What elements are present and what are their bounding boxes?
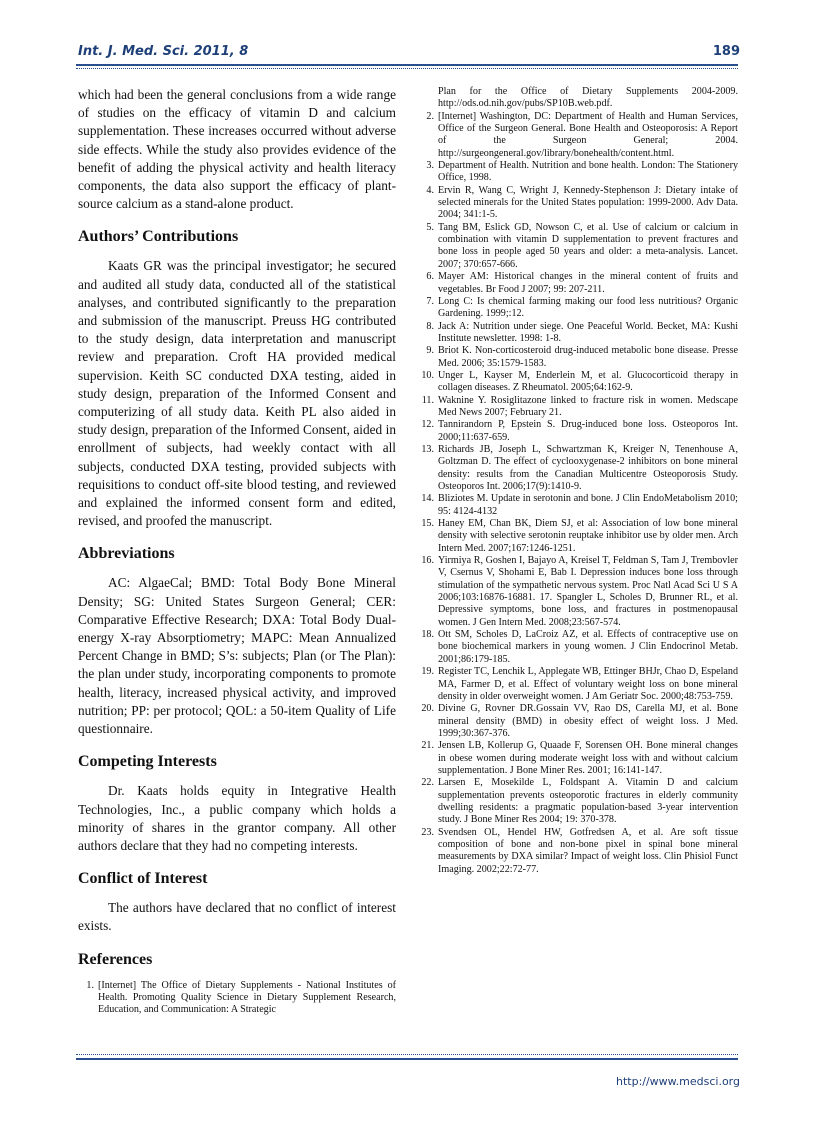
reference-item [418,111,738,160]
reference-list [418,86,738,876]
page-number: 189 [712,44,740,59]
reference-number: 3. [426,160,434,172]
reference-item [418,493,738,518]
reference-text: Svendsen OL, Hendel HW, Gotfredsen A, et al. Are soft tissue composition of bone and non-bone pixel in spinal bone mineral measurements by DXA similar? Impact of weight loss. Clin Phisiol Funct Imaging. 2002;22:72-77. [438,826,738,875]
reference-number: 12. [421,419,434,431]
reference-item [418,444,738,493]
reference-item [418,370,738,395]
conflict-heading: Conflict of Interest [78,870,208,888]
reference-number: 18. [421,629,434,641]
reference-item [418,395,738,420]
intro-paragraph: which had been the general conclusions from a wide range of studies on the efficacy of vitamin D and calcium supplementation. These increases occurred without adverse side effects. While the study also provides evidence of the benefit of adding the physical activity and health literacy components, the data also support the efficacy of plant-source calcium as a stand-alone product. [78,87,396,212]
reference-item [418,160,738,185]
reference-item [418,271,738,296]
reference-text: Divine G, Rovner DR.Gossain VV, Rao DS, Carella MJ, et al. Bone mineral density (BMD) in obesity effect of weight loss. J Med. 1999;30:367-376. [438,703,738,739]
reference-number: 23. [421,826,434,838]
reference-text: Ott SM, Scholes D, LaCroiz AZ, et al. Effects of contraceptive use on bone biochemical markers in young women. J Clin Endocrinol Metab. 2001;86:179-185. [438,629,738,665]
reference-text: Richards JB, Joseph L, Schwartzman K, Kreiger N, Tenenhouse A, Goltzman D. The effect of cyclooxygenase-2 inhibitors on bone mineral density: results from the Canadian Multicentre Osteoporosis Study. Osteoporos Int. 2006;17(9):1410-9. [438,443,738,492]
reference-number: 15. [421,518,434,530]
reference-item [418,629,738,666]
reference-number: 13. [421,443,434,455]
reference-item [418,703,738,740]
reference-text: Ervin R, Wang C, Wright J, Kennedy-Stephenson J: Dietary intake of selected minerals for the United States population: 1999-2000. Adv Data. 2004; 341:1-5. [438,184,738,221]
footer-rule [76,1058,738,1060]
reference-number: 16. [421,555,434,567]
header-rule-dotted [76,68,738,70]
footer-link[interactable]: http://www.medsci.org [615,1075,740,1088]
reference-number: 22. [421,777,434,789]
contributions-heading: Authors’ Contributions [78,228,239,246]
reference-number: 4. [426,184,434,196]
reference-text: Jack A: Nutrition under siege. One Peaceful World. Becket, MA: Kushi Institute newsletter. 1998: 1-8. [438,320,738,344]
reference-text: Unger L, Kayser M, Enderlein M, et al. Glucocorticoid therapy in collagen diseases. Z Rheumatol. 2005;64:162-9. [438,369,738,394]
reference-item [418,296,738,321]
reference-text: Jensen LB, Kollerup G, Quaade F, Sorensen OH. Bone mineral changes in obese women during moderate weight loss with and without calcium supplementation. J Bone Miner Res. 2001; 16:141-147. [438,740,738,776]
reference-item [418,222,738,271]
header-rule [76,64,738,66]
competing-heading: Competing Interests [78,753,217,771]
reference-item [418,555,738,629]
conflict-paragraph: The authors have declared that no conflict of interest exists. [78,900,396,934]
reference-text: Department of Health. Nutrition and bone health. London: The Stationery Office, 1998. [438,160,738,184]
reference-number: 11. [421,394,434,406]
reference-text: Waknine Y. Rosiglitazone linked to fracture risk in women. Medscape Med News 2007; February 21. [438,394,738,418]
reference-item [418,777,738,826]
reference-item [418,827,738,876]
reference-text: Long C: Is chemical farming making our food less nutritious? Organic Gardening. 1999;:12. [438,295,738,320]
reference-text: Tang BM, Eslick GD, Nowson C, et al. Use of calcium or calcium in combination with vitamin D supplementation to prevent fractures and bone loss in people aged 50 years and older: a meta-analysis. Lancet. 2007; 370:657-666. [438,221,738,270]
reference-text: [Internet] Washington, DC: Department of Health and Human Services, Office of the Surgeon General. Bone Health and Osteoporosis: A Report of the Surgeon General; 2004. http://surgeongeneral.gov/library/bonehealth/content.html. [438,110,738,159]
reference-text: Larsen E, Mosekilde L, Foldspant A. Vitamin D and calcium supplementation prevents osteoporotic fractures in elderly community dwelling residents: a pragmatic population-based 3-year intervention study. J Bone Miner Res 2004; 19: 370-378. [438,777,738,826]
footer-rule-dotted [76,1054,738,1056]
reference-item [78,980,396,1017]
contributions-paragraph: Kaats GR was the principal investigator; he secured and audited all study data, conducted all of the statistical analyses, and contributed significantly to the preparation and submission of the manuscript. Preuss HG contributed to the study design, data interpretation and manuscript review and preparation. Croft HA provided medical supervision. Keith SC conducted DXA testing, aided in study design, preparation of the Informed Consent and computerizing of all study data. Keith PL also aided in study design, preparation of the Informed Consent, aided in enrollment of subjects, had weekly contact with all subjects, conducted DXA testing, provided subjects with requisitions to conduct off-site blood testing, and reviewed and explained the informed consent form and edited, revised, and proofed the manuscript. [78,258,396,529]
reference-number: 5. [426,221,434,233]
reference-item [418,321,738,346]
reference-number: 20. [421,703,434,715]
reference-number: 1. [86,979,94,991]
reference-text: Briot K. Non-corticosteroid drug-induced metabolic bone disease. Presse Med. 2006; 35:1579-1583. [438,345,738,369]
reference-text: Mayer AM: Historical changes in the mineral content of fruits and vegetables. Br Food J 2007; 99: 207-211. [438,271,738,295]
reference-item [418,86,738,111]
reference-text: Bliziotes M. Update in serotonin and bone. J Clin EndoMetabolism 2010; 95: 4124-4132 [438,493,738,517]
reference-item [418,185,738,222]
reference-number: 9. [426,345,434,357]
abbreviations-paragraph: AC: AlgaeCal; BMD: Total Body Bone Mineral Density; SG: United States Surgeon General; CER: Comparative Effective Research; DXA: Total Body Dual-energy X-ray Absorptiometry; MAPC: Mean Annualized Percent Change in BMD; S’s: subjects; Plan (or The Plan): the plan under study, incorporating components to promote health, literacy, increased physical activity, and improved nutrition; PP: per protocol; QOL: a 50-item Quality of Life questionnaire. [78,575,396,737]
reference-number: 19. [421,666,434,678]
reference-number: 14. [421,493,434,505]
references-heading: References [78,950,153,968]
reference-item [418,345,738,370]
reference-text: Plan for the Office of Dietary Supplements 2004-2009. http://ods.od.nih.gov/pubs/SP10B.web.pdf. [438,86,738,110]
reference-text: Haney EM, Chan BK, Diem SJ, et al: Association of low bone mineral density with selective serotonin reuptake inhibitor use by older men. Arch Intern Med. 2007;167:1246-1251. [438,518,738,554]
reference-number: 7. [426,295,434,307]
reference-number: 8. [426,320,434,332]
reference-text: Register TC, Lenchik L, Applegate WB, Ettinger BHJr, Chao D, Espeland MA, Farmer D, et al. Effect of voluntary weight loss on bone mineral density in older overweight women. J Am Geriatr Soc. 2000;48:753-759. [438,666,738,702]
journal-title: Int. J. Med. Sci. 2011, 8 [78,44,249,59]
reference-number: 6. [426,271,434,283]
reference-item [418,740,738,777]
reference-item [418,419,738,444]
competing-paragraph: Dr. Kaats holds equity in Integrative Health Technologies, Inc., a public company which holds a minority of shares in the grantor company. All other authors declare that they had no competing interests. [78,783,396,853]
reference-number: 10. [421,369,434,381]
reference-text: Tannirandorn P, Epstein S. Drug-induced bone loss. Osteoporos Int. 2000;11:637-659. [438,419,738,443]
reference-item [418,666,738,703]
reference-item [418,518,738,555]
reference-text: [Internet] The Office of Dietary Supplements - National Institutes of Health. Promoting Quality Science in Dietary Supplement Research, Education, and Communication: A Strategic [98,979,396,1016]
left-column [78,86,396,1017]
reference-number: 2. [426,110,434,122]
abbreviations-heading: Abbreviations [78,545,175,563]
reference-number: 21. [421,740,434,752]
reference-text: Yirmiya R, Goshen I, Bajayo A, Kreisel T, Feldman S, Tam J, Trembovler V, Csernus V, Shohami E, Bab I. Depression induces bone loss through stimulation of the sympathetic nervous system. Proc Natl Acad Sci U S A 2006;103:16876-16881. 17. Spangler L, Scholes D, Brunner RL, et al. Depressive symptoms, bone loss, and fractures in postmenopausal women. J Gen Intern Med. 2008;23:567-574. [438,555,738,628]
